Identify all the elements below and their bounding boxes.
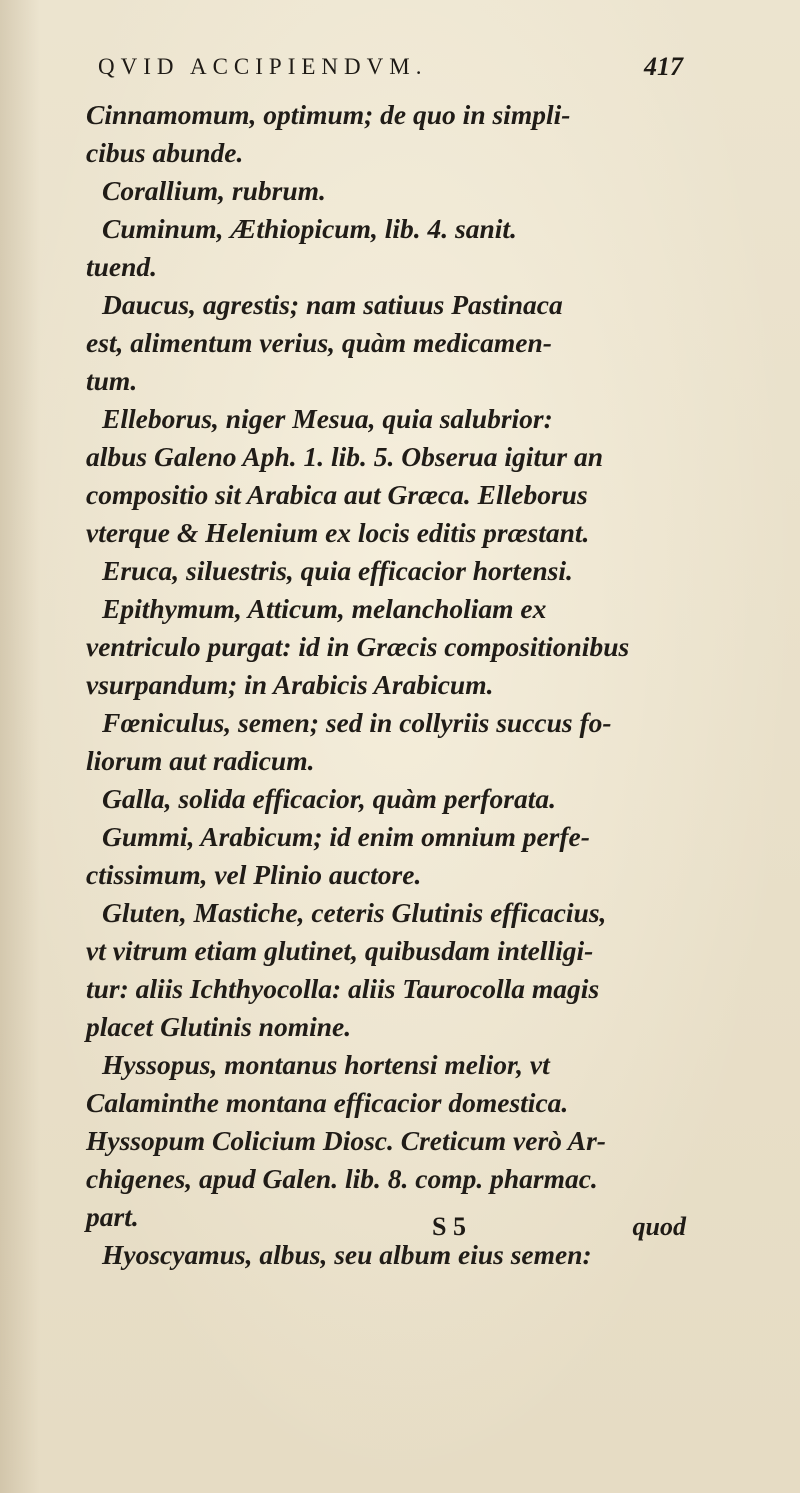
signature-mark: S 5 [432,1212,466,1241]
text-line: Cuminum, Æthiopicum, lib. 4. sanit. [102,213,517,244]
text-line: placet Glutinis nomine. [86,1011,352,1042]
text-line: Cinnamomum, optimum; de quo in simpli- [86,99,571,130]
catchword: quod [632,1212,686,1241]
text-line: cibus abunde. [86,137,244,168]
body-text [86,96,716,1274]
text-line: ctissimum, vel Plinio auctore. [86,859,422,890]
text-line: Elleborus, niger Mesua, quia salubrior: [102,403,553,434]
text-line: Galla, solida efficacior, quàm perforata. [102,783,556,814]
running-title: QVID ACCIPIENDVM. [98,54,428,79]
text-line: albus Galeno Aph. 1. lib. 5. Obserua igitur an [86,441,604,472]
text-line: Fœniculus, semen; sed in collyriis succus fo- [102,707,612,738]
text-line: Daucus, agrestis; nam satiuus Pastinaca [102,289,563,320]
text-line: tuend. [86,251,158,282]
text-line: Corallium, rubrum. [102,175,326,206]
text-line: liorum aut radicum. [86,745,315,776]
text-line: part. [86,1201,139,1232]
page-footer [86,1212,686,1248]
text-line: Calaminthe montana efficacior domestica. [86,1087,569,1118]
text-line: Hyssopum Colicium Diosc. Creticum verò Ar- [86,1125,606,1156]
text-line: Gluten, Mastiche, ceteris Glutinis efficacius, [102,897,607,928]
text-line: tum. [86,365,138,396]
text-line: ventriculo purgat: id in Græcis compositionibus [86,631,630,662]
text-line: chigenes, apud Galen. lib. 8. comp. pharmac. [86,1163,598,1194]
page-number: 417 [644,52,683,81]
running-header [98,50,683,90]
text-line: vt vitrum etiam glutinet, quibusdam intelligi- [86,935,594,966]
text-line: Eruca, siluestris, quia efficacior hortensi. [102,555,573,586]
text-line: tur: aliis Ichthyocolla: aliis Taurocolla magis [86,973,600,1004]
text-line: Hyoscyamus, albus, seu album eius semen: [102,1239,592,1270]
text-line: compositio sit Arabica aut Græca. Elleborus [86,479,588,510]
text-line: Epithymum, Atticum, melancholiam ex [102,593,547,624]
text-line: vterque & Helenium ex locis editis præstant. [86,517,590,548]
text-line: Hyssopus, montanus hortensi melior, vt [102,1049,550,1080]
text-line: vsurpandum; in Arabicis Arabicum. [86,669,494,700]
text-line: est, alimentum verius, quàm medicamen- [86,327,552,358]
text-line: Gummi, Arabicum; id enim omnium perfe- [102,821,590,852]
